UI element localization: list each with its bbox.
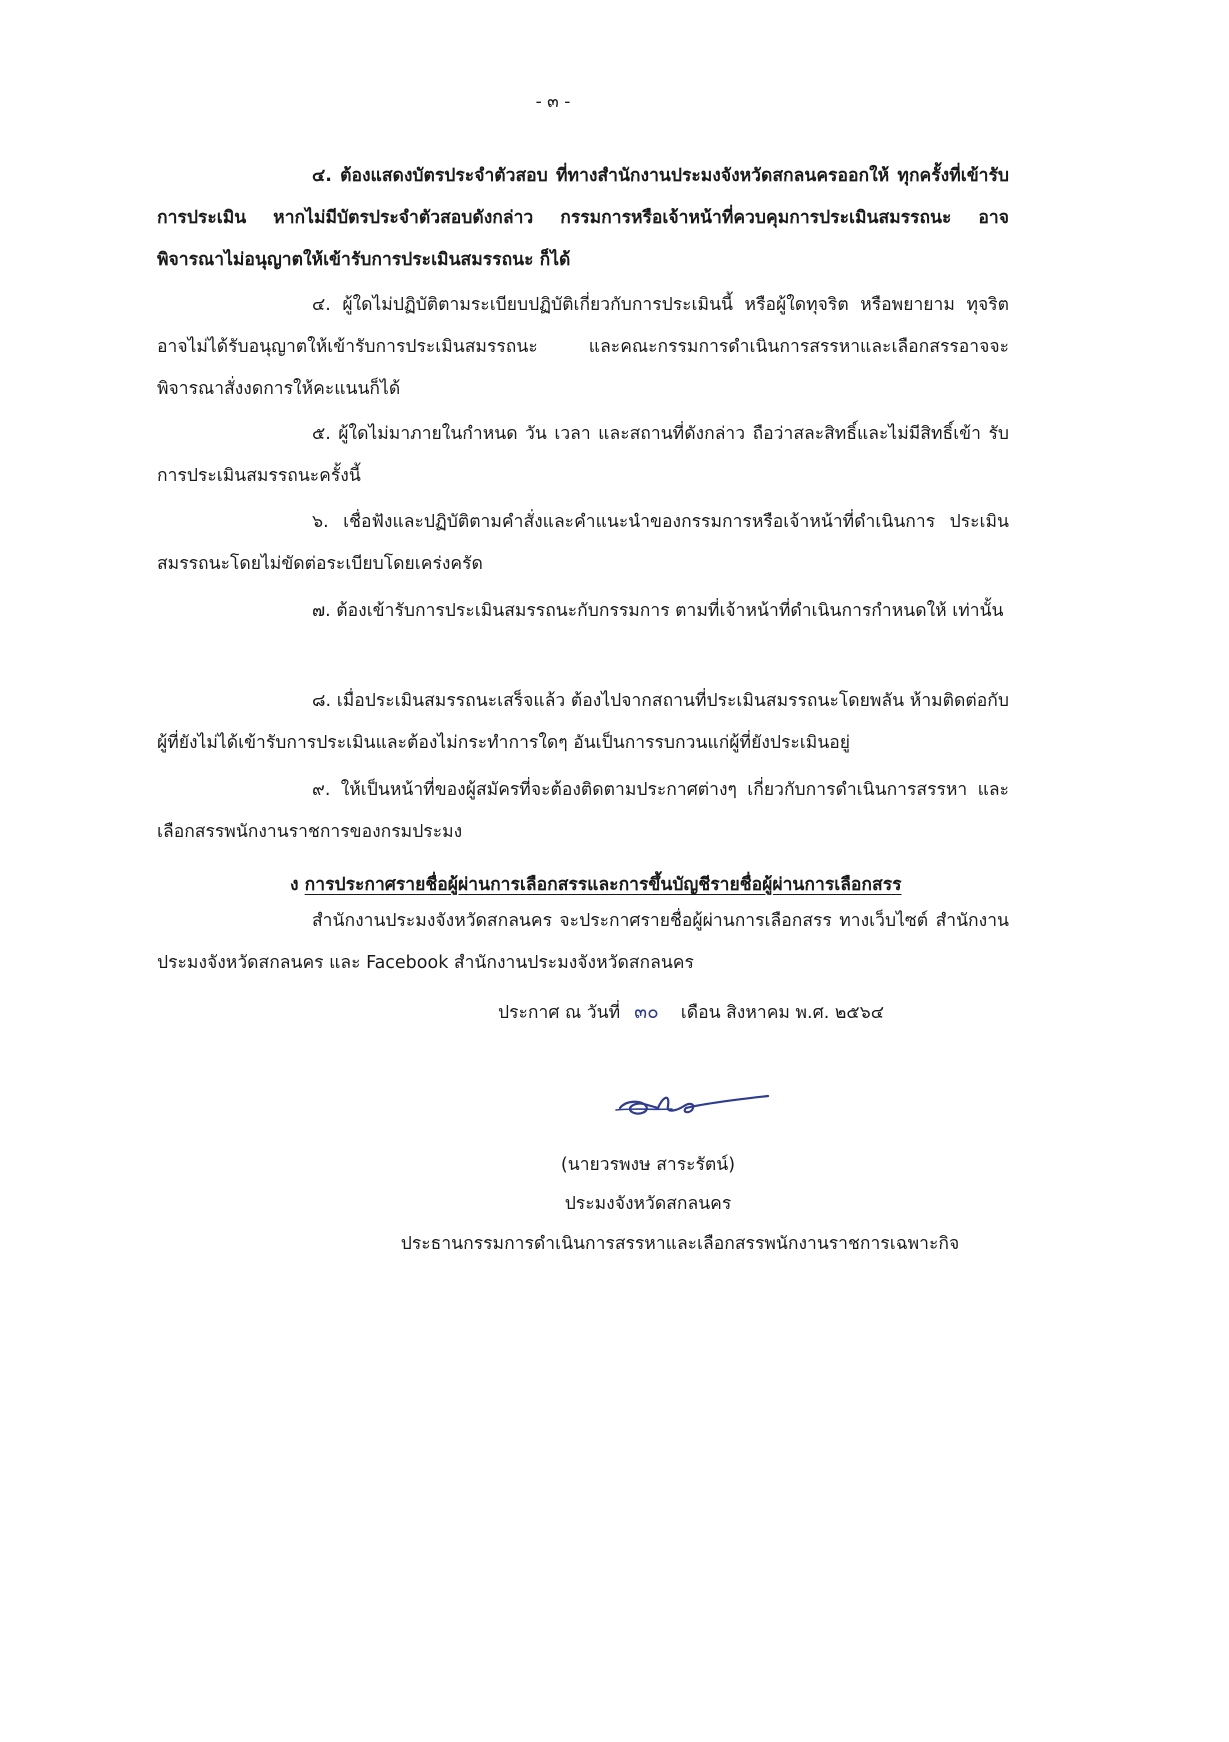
rule-item-1 <box>157 155 1009 281</box>
rule-item-6 <box>157 680 1009 764</box>
rule-item-7-continuation: และเลือกสรรพนักงานราชการของกรมประมง <box>157 780 1009 842</box>
rule-item-2-continuation: ทุจริตอาจไม่ได้รับอนุญาตให้เข้ารับการประเมินสมรรถนะ และคณะกรรมการดำเนินการสรรหาและเลือกสรรอาจจะพิจารณาสั่งงดการให้คะแนนก็ได้ <box>157 295 1009 399</box>
section-marker: ง <box>290 875 299 895</box>
rule-item-5-first-line: ๗. ต้องเข้ารับการประเมินสมรรถนะกับกรรมการ ตามที่เจ้าหน้าที่ดำเนินการกำหนดให้ <box>312 601 947 621</box>
rule-item-4-first-line: ๖. เชื่อฟังและปฏิบัติตามคำสั่งและคำแนะนำของกรรมการหรือเจ้าหน้าที่ดำเนินการ <box>312 512 936 532</box>
rule-item-4 <box>157 501 1009 585</box>
rule-item-6-first-line: ๘. เมื่อประเมินสมรรถนะเสร็จแล้ว ต้องไปจากสถานที่ประเมินสมรรถนะโดยพลัน <box>312 691 905 711</box>
section-heading <box>290 869 902 901</box>
rule-item-7-first-line: ๙. ให้เป็นหน้าที่ของผู้สมัครที่จะต้องติดตามประกาศต่างๆ เกี่ยวกับการดำเนินการสรรหา <box>312 780 968 800</box>
rule-item-5-continuation: เท่านั้น <box>952 601 1004 621</box>
rule-item-6-continuation: ห้ามติดต่อกับผู้ที่ยังไม่ได้เข้ารับการประเมินและต้องไม่กระทำการใดๆ อันเป็นการรบกวนแก่ผู้ที่ยังประเมินอยู่ <box>157 691 1009 753</box>
rule-item-3-continuation: รับการประเมินสมรรถนะครั้งนี้ <box>157 424 1009 486</box>
rule-item-3-first-line: ๕. ผู้ใดไม่มาภายในกำหนด วัน เวลา และสถานที่ดังกล่าว ถือว่าสละสิทธิ์และไม่มีสิทธิ์เข้า <box>312 424 981 444</box>
rule-item-1-first-line: ๔. ต้องแสดงบัตรประจำตัวสอบ ที่ทางสำนักงานประมงจังหวัดสกลนครออกให้ <box>312 166 890 186</box>
announcement-prefix: ประกาศ ณ วันที่ <box>498 1003 621 1023</box>
announcement-day: ๓๐ <box>634 1001 659 1023</box>
rule-item-1-continuation: ทุกครั้งที่เข้ารับการประเมิน หากไม่มีบัตรประจำตัวสอบดังกล่าว กรรมการหรือเจ้าหน้าที่ควบคุมการประเมินสมรรถนะ อาจพิจารณาไม่อนุญาตให้เข้ารับการประเมินสมรรถนะ ก็ได้ <box>157 166 1010 270</box>
rule-item-7 <box>157 769 1009 853</box>
section-paragraph-first-line: สำนักงานประมงจังหวัดสกลนคร จะประกาศรายชื่อผู้ผ่านการเลือกสรร ทางเว็บไซต์ <box>312 911 929 931</box>
signatory-role: ประธานกรรมการดำเนินการสรรหาและเลือกสรรพนักงานราชการเฉพาะกิจ <box>400 1234 960 1254</box>
section-paragraph-continuation: สำนักงานประมงจังหวัดสกลนคร และ Facebook สำนักงานประมงจังหวัดสกลนคร <box>157 911 1009 973</box>
rule-item-5 <box>157 590 1009 632</box>
rule-item-2-first-line: ๔. ผู้ใดไม่ปฏิบัติตามระเบียบปฏิบัติเกี่ยวกับการประเมินนี้ หรือผู้ใดทุจริต หรือพยายาม <box>312 295 955 315</box>
page-number: - ๓ - <box>535 92 571 112</box>
section-title: การประกาศรายชื่อผู้ผ่านการเลือกสรรและการขึ้นบัญชีรายชื่อผู้ผ่านการเลือกสรร <box>304 875 902 895</box>
signature-image <box>612 1088 772 1128</box>
signatory-position: ประมงจังหวัดสกลนคร <box>564 1194 732 1214</box>
announcement-suffix: เดือน สิงหาคม พ.ศ. ๒๕๖๔ <box>680 1003 884 1023</box>
rule-item-4-continuation: ประเมินสมรรถนะโดยไม่ขัดต่อระเบียบโดยเคร่งครัด <box>157 512 1009 574</box>
rule-item-2 <box>157 284 1009 410</box>
signatory-name: (นายวรพงษ สาระรัตน์) <box>560 1155 736 1175</box>
section-paragraph <box>157 900 1009 984</box>
rule-item-3 <box>157 413 1009 497</box>
announcement-date <box>498 996 884 1029</box>
